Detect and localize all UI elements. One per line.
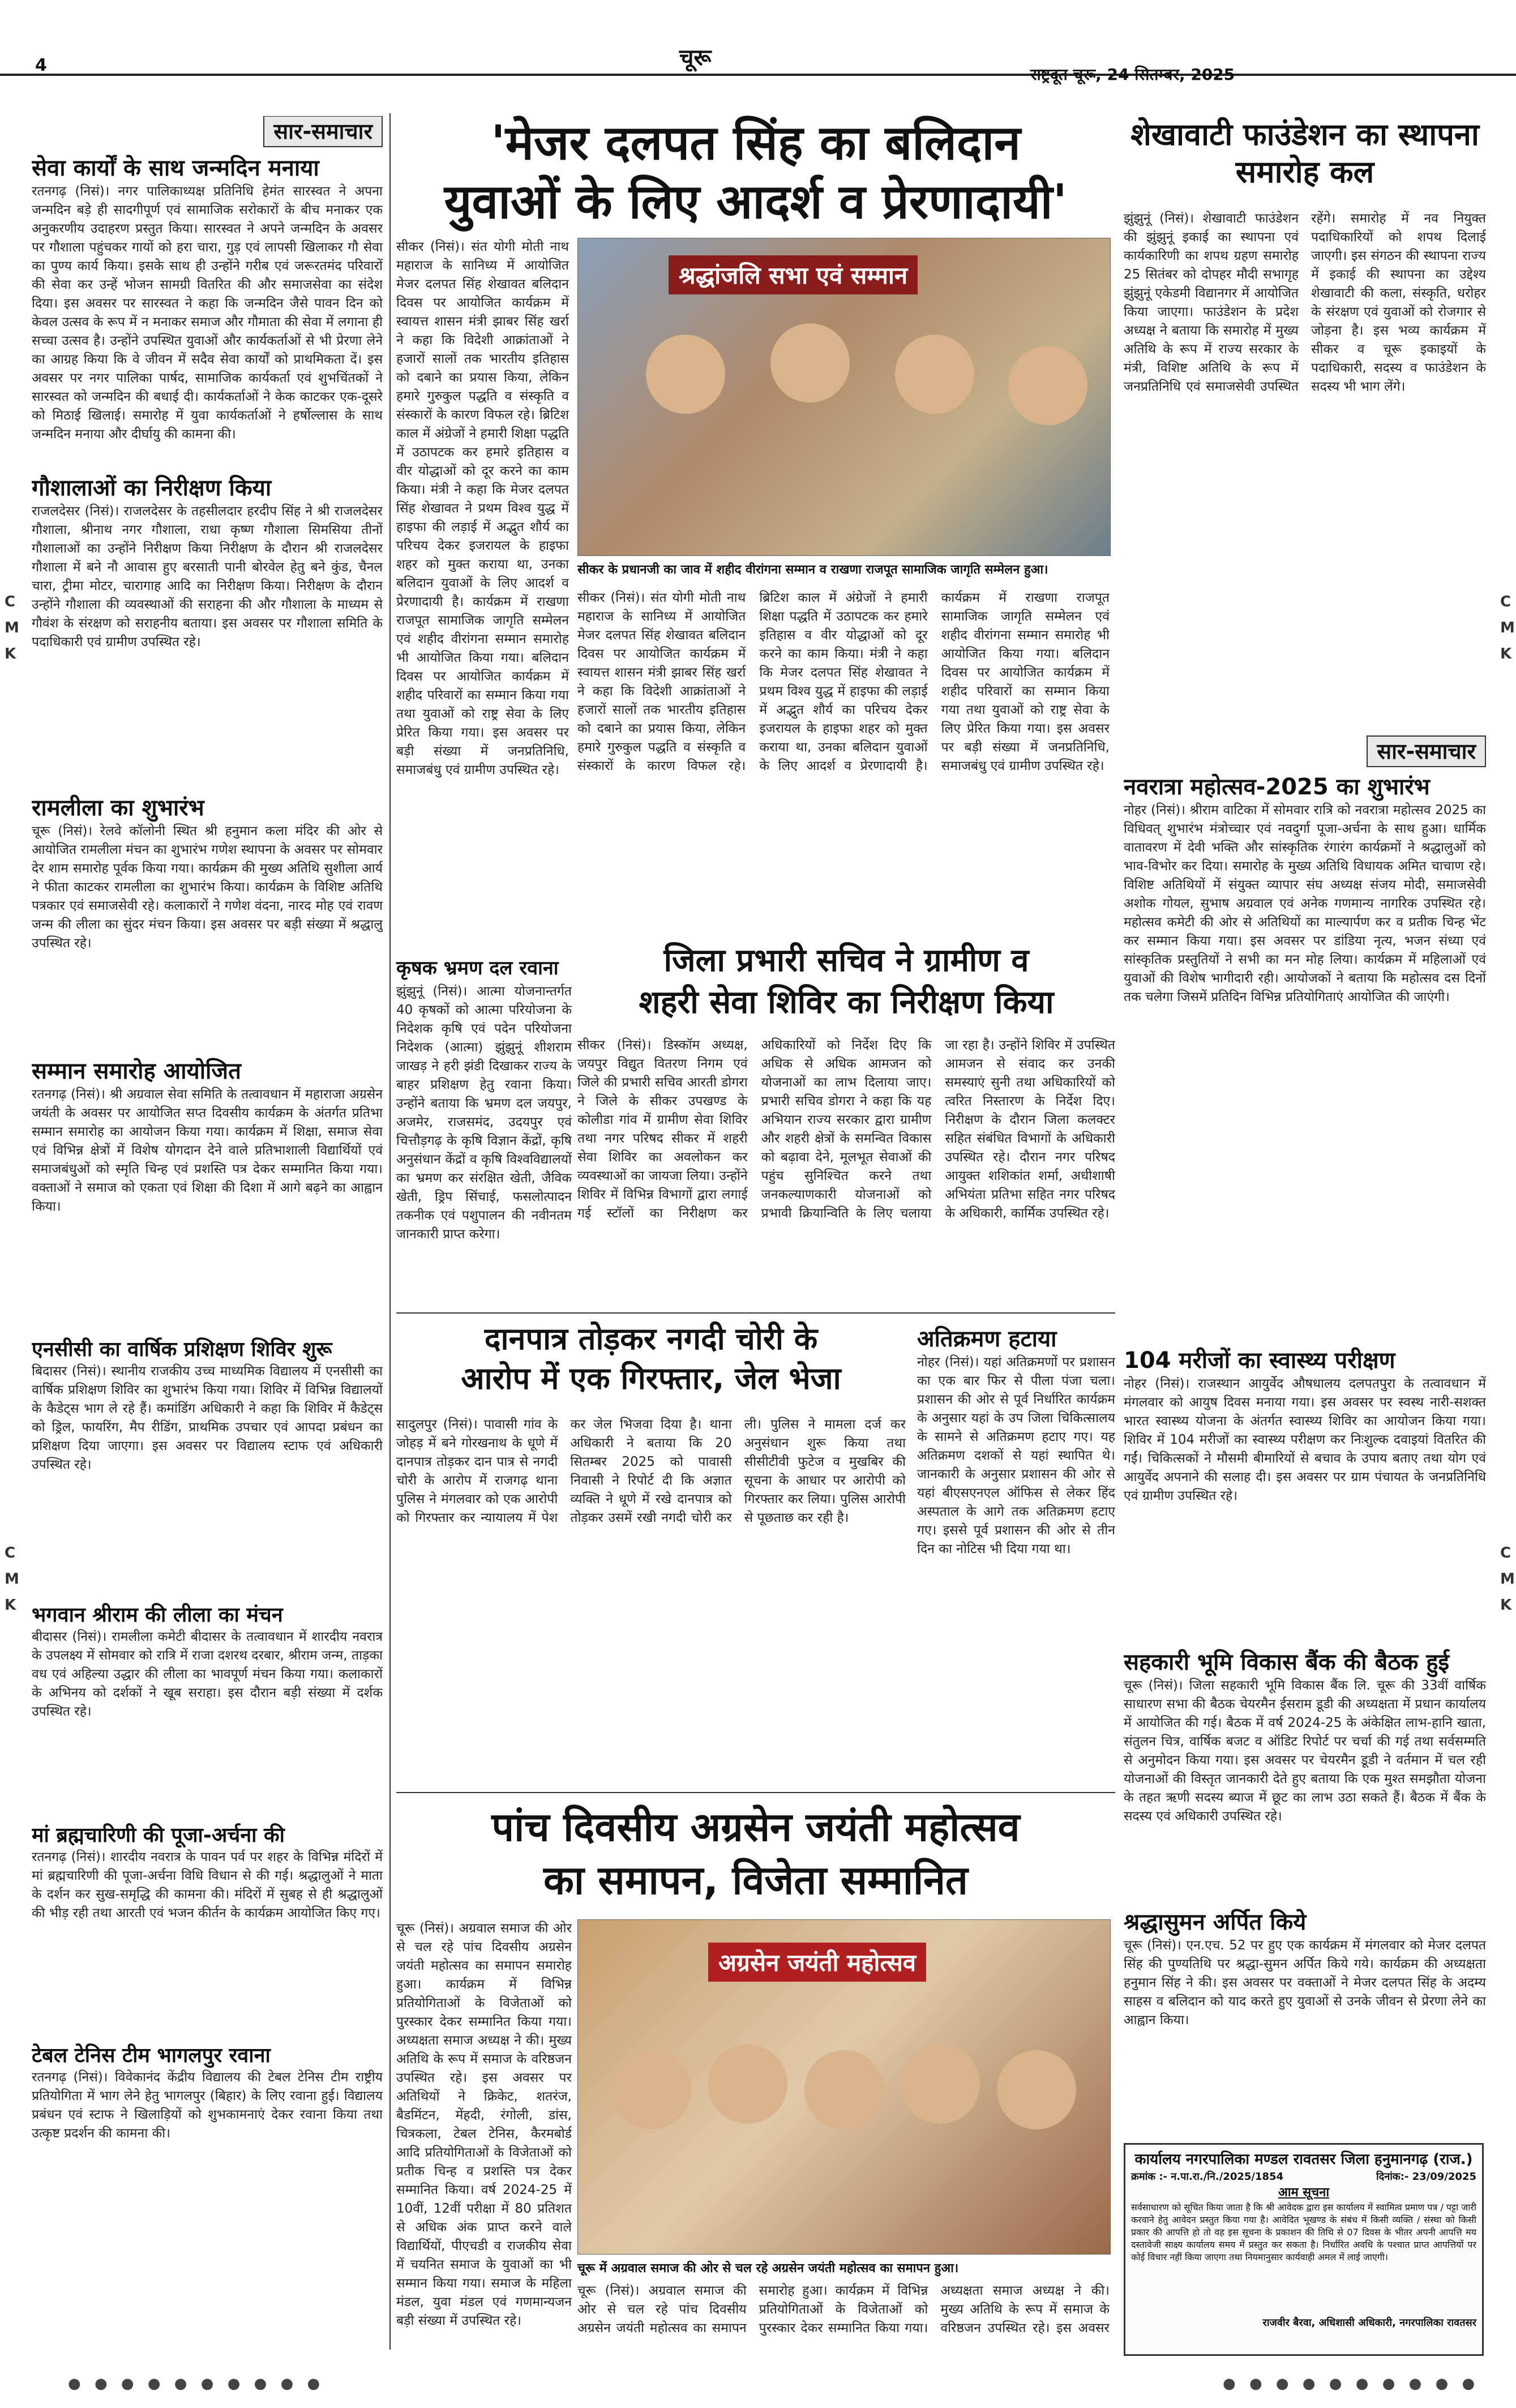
article-body: बीदासर (निसं)। रामलीला कमेटी बीदासर के तत्वावधान में शारदीय नवरात्र के उपलक्ष्य में सोमवार को रात्रि में राजा दशरथ दरबार, श्रीराम जन्म, ताड़का वध एवं अहिल्या उद्धार की लीला का भावपूर्ण मंचन किया गया। कलाकारों के अभिनय को दर्शकों ने खूब सराहा। इस दौरान बड़ी संख्या में दर्शक उपस्थित रहे। — [32, 1629, 383, 1719]
danpatra-headline: दानपात्र तोड़कर नगदी चोरी के आरोप में एक गिरफ्तार, जेल भेजा — [461, 1321, 841, 1396]
edition-city: चूरू — [679, 45, 712, 71]
person-silhouette — [895, 335, 974, 414]
right-column — [1124, 770, 1486, 1900]
section-rule — [396, 1792, 1115, 1793]
cmk-marks-right-bottom: C M K — [1500, 1545, 1515, 1614]
ad-signature: राजवीर बैरवा, अधिशासी अधिकारी, नगरपालिका रावतसर — [1262, 2317, 1476, 2329]
main-photo-caption: सीकर के प्रधानजी का जाव में शहीद वीरांगना सम्मान व राखणा राजपूत सामाजिक जागृति सम्मेलन हुआ। — [577, 563, 1048, 577]
person-silhouette — [770, 323, 850, 403]
ad-notice-title: आम सूचना — [1278, 2185, 1330, 2200]
main-story-body: सीकर (निसं)। संत योगी मोती नाथ महाराज के सानिध्य में आयोजित मेजर दलपत सिंह शेखावत बलिदान दिवस पर आयोजित कार्यक्रम में स्वायत्त शासन मंत्री झाबर सिंह खर्रा ने कहा कि विदेशी आक्रांताओं ने हजारों सालों तक भारतीय इतिहास को दबाने का प्रयास किया, लेकिन हमारे गुरुकुल पद्धति व संस्कृति व संस्कारों के कारण विफल रहे। ब्रिटिश काल में अंग्रेजों ने हमारी शिक्षा पद्धति में उठापटक कर हमारे इतिहास व वीर योद्धाओं को दूर करने का काम किया। मंत्री ने कहा कि मेजर दलपत सिंह शेखावत ने प्रथम विश्व युद्ध में हाइफा की लड़ाई में अद्भुत शौर्य का परिचय देकर इजरायल के हाइफा शहर को मुक्त कराया था, उनका बलिदान युवाओं के लिए आदर्श व प्रेरणादायी है। कार्यक्रम में राखणा राजपूत सामाजिक जागृति सम्मेलन एवं शहीद वीरांगना सम्मान समारोह भी आयोजित किया गया। बलिदान दिवस पर आयोजित कार्यक्रम में शहीद परिवारों का सम्मान किया गया तथा युवाओं को राष्ट्र सेवा के लिए प्रेरित किया गया। इस अवसर पर बड़ी संख्या में जनप्रतिनिधि, समाजबंधु एवं ग्रामीण उपस्थित रहे। — [577, 591, 1110, 773]
atikraman-body: नोहर (निसं)। यहां अतिक्रमणों पर प्रशासन का एक बार फिर से पीला पंजा चला। प्रशासन की ओर से पूर्व निर्धारित कार्यक्रम के अनुसार यहां के उप जिला चिकित्सालय के सामने से अतिक्रमण हटाए गए। यह अतिक्रमण दशकों से यहां स्थापित थे। जानकारी के अनुसार प्रशासन की ओर से यहां बीएसएनएल ऑफिस से लेकर हिंद अस्पताल के आगे तक अतिक्रमण हटाए गए। इससे पूर्व प्रशासन की ओर से तीन दिन का नोटिस भी दिया गया था। — [917, 1355, 1115, 1556]
ad-ref-row — [1125, 2170, 1482, 2183]
article-title: नवरात्रा महोत्सव-2025 का शुभारंभ — [1124, 774, 1430, 800]
article-title: मां ब्रह्मचारिणी की पूजा-अर्चना की — [32, 1824, 285, 1847]
article-body: रतनगढ़ (निसं)। विवेकानंद केंद्रीय विद्यालय की टेबल टेनिस टीम राष्ट्रीय प्रतियोगिता में भाग लेने हेतु भागलपुर (बिहार) के लिए रवाना हुई। विद्यालय प्रबंधन एवं स्टाफ ने खिलाड़ियों को शुभकामनाएं देकर रवाना किया तथा उत्कृष्ट प्रदर्शन की कामना की। — [32, 2070, 383, 2141]
agrasen-photo-caption: चूरू में अग्रवाल समाज की ओर से चल रहे अग्रसेन जयंती महोत्सव का समापन हुआ। — [577, 2261, 959, 2276]
article-body: रतनगढ़ (निसं)। शारदीय नवरात्र के पावन पर्व पर शहर के विभिन्न मंदिरों में मां ब्रह्मचारिणी की पूजा-अर्चना विधि विधान से की गई। श्रद्धालुओं ने माता के दर्शन कर सुख-समृद्धि की कामना की। मंदिरों में सुबह से ही श्रद्धालुओं की भीड़ रही तथा आरती एवं भजन कीर्तन के कार्यक्रम आयोजित किए गए। — [32, 1850, 383, 1921]
article-title: सम्मान समारोह आयोजित — [32, 1058, 241, 1084]
agrasen-headline: पांच दिवसीय अग्रसेन जयंती महोत्सव का समापन, विजेता सम्मानित — [491, 1804, 1020, 1904]
photo-banner: अग्रसेन जयंती महोत्सव — [708, 1943, 926, 1982]
section-label-sar-samachar: सार-समाचार — [1367, 735, 1486, 767]
person-silhouette — [997, 2050, 1076, 2129]
shekhawati-body: झुंझुनूं (निसं)। शेखावाटी फाउंडेशन की झुंझुनूं इकाई का स्थापना एवं कार्यकारिणी का शपथ ग्रहण समारोह 25 सितंबर को दोपहर मौदी सभागृह झुंझुनूं एकेडमी विद्यानगर में आयोजित किया जाएगा। फाउंडेशन के प्रदेश अध्यक्ष ने बताया कि समारोह में मुख्य अतिथि के रूप में राज्य सरकार के मंत्री, विशिष्ट अतिथि के रूप में जनप्रतिनिधि एवं समाजसेवी उपस्थित रहेंगे। समारोह में नव नियुक्त पदाधिकारियों को शपथ दिलाई जाएगी। इस संगठन की स्थापना राज्य में इकाई की स्थापना का उद्देश्य शेखावाटी की कला, संस्कृति, धरोहर के संरक्षण एवं युवाओं को रोजगार से जोड़ना है। इस भव्य कार्यक्रम में सीकर व चूरू इकाइयों के पदाधिकारी, सदस्य व फाउंडेशन के सदस्य भी भाग लेंगे। — [1124, 211, 1486, 394]
column-rule — [389, 113, 391, 2350]
person-silhouette — [708, 2045, 787, 2124]
article-title: 104 मरीजों का स्वास्थ्य परीक्षण — [1124, 1348, 1395, 1374]
main-story-photo — [577, 238, 1111, 556]
article-title: टेबल टेनिस टीम भागलपुर रवाना — [32, 2044, 271, 2067]
page-header — [0, 0, 1516, 76]
article-title: गौशालाओं का निरीक्षण किया — [32, 475, 272, 501]
person-silhouette — [646, 335, 725, 414]
agrasen-body-left: चूरू (निसं)। अग्रवाल समाज की ओर से चल रहे पांच दिवसीय अग्रसेन जयंती महोत्सव का समापन समारोह हुआ। कार्यक्रम में विभिन्न प्रतियोगिताओं के विजेताओं को पुरस्कार देकर सम्मानित किया गया। अध्यक्षता समाज अध्यक्ष ने की। मुख्य अतिथि के रूप में समाज के वरिष्ठजन उपस्थित रहे। इस अवसर पर अतिथियों ने क्रिकेट, शतरंज, बैडमिंटन, मेंहदी, रंगोली, डांस, चित्रकला, टेबल टेनिस, कैरमबोर्ड आदि प्रतियोगिताओं के विजेताओं को प्रतीक चिन्ह व प्रशस्ति पत्र देकर सम्मानित किया। वर्ष 2024-25 में 10वीं, 12वीं परीक्षा में 80 प्रतिशत से अधिक अंक प्राप्त करने वाले विद्यार्थियों, पीएचडी व राजकीय सेवा में चयनित समाज के युवाओं का भी सम्मान किया गया। समाज के महिला मंडल, युवा मंडल एवं गणमान्यजन बड़ी संख्या में उपस्थित रहे। — [396, 1921, 572, 2328]
shekhawati-headline: शेखावाटी फाउंडेशन का स्थापना समारोह कल — [1130, 117, 1479, 190]
article-body: राजलदेसर (निसं)। राजलदेसर के तहसीलदार हरदीप सिंह ने श्री राजलदेसर गौशाला, श्रीनाथ नगर गौशाला, राधा कृष्ण गौशाला सिमसिया तीनों गौशालाओं का उन्होंने निरीक्षण किया निरीक्षण के दौरान श्री राजलदेसर गौशाला में बने नौ आवास हुए बरसाती पानी बोरवेल हेतु बने कुंड, चैनल चारा, ट्रीमा मोटर, चारागाह आदि का निरीक्षण किया। निरीक्षण के दौरान उन्होंने गौशाला की व्यवस्थाओं की सराहना की और गौशाला के माध्यम से गौवंश के संरक्षण को सराहनीय बताया। इस अवसर पर गौशाला समिति के पदाधिकारी एवं ग्रामीण उपस्थित रहे। — [32, 504, 383, 649]
article-body: नोहर (निसं)। राजस्थान आयुर्वेद औषधालय दलपतपुरा के तत्वावधान में मंगलवार को आयुष दिवस मनाया गया। इस अवसर पर स्वस्थ नारी-सशक्त भारत स्वास्थ्य योजना के अंतर्गत स्वास्थ्य शिविर का आयोजन किया गया। शिविर में 104 मरीजों का स्वास्थ्य परीक्षण कर निःशुल्क दवाइयां वितरित की गईं। चिकित्सकों ने मौसमी बीमारियों से बचाव के उपाय बताए तथा योग एवं आयुर्वेद अपनाने की सलाह दी। इस अवसर पर ग्राम पंचायत के जनप्रतिनिधि एवं ग्रामीण उपस्थित रहे। — [1124, 1376, 1486, 1503]
person-silhouette — [901, 2045, 980, 2124]
main-headline: 'मेजर दलपत सिंह का बलिदान युवाओं के लिए आदर्श व प्रेरणादायी' — [444, 115, 1068, 229]
footer-registration-dots: ● ● ● ● ● ● ● ● ● ● — [68, 2375, 325, 2392]
section-label-sar-samachar: सार-समाचार — [263, 116, 383, 147]
article-body: रतनगढ़ (निसं)। नगर पालिकाध्यक्ष प्रतिनिधि हेमंत सारस्वत ने अपना जन्मदिन बड़े ही सादगीपूर्ण एवं सामाजिक सरोकारों के बीच मनाकर एक अनुकरणीय उदाहरण प्रस्तुत किया। सारस्वत ने अपने जन्मदिन के अवसर पर गौशाला पहुंचकर गायों को हरा चारा, गुड़ एवं लापसी खिलाकर गौ सेवा का पुण्य कार्य किया। इसके साथ ही उन्होंने गरीब एवं जरूरतमंद परिवारों की सेवा कर उन्हें भोजन सामग्री वितरित की और समाजसेवा का संदेश दिया। इस अवसर पर सारस्वत ने कहा कि जन्मदिन जैसे पावन दिन को केवल उत्सव के रूप में न मनाकर समाज और गौमाता की सेवा में लगाना ही सच्चा उत्सव है। उन्होंने उपस्थित युवाओं और कार्यकर्ताओं से भी प्रेरणा लेने का आग्रह किया कि वे जीवन में सदैव सेवा कार्यों को प्राथमिकता दें। इस अवसर पर नगर पालिका पार्षद, सामाजिक कार्यकर्ता एवं शुभचिंतकों ने सारस्वत को जन्मदिन की बधाई दी। कार्यकर्ताओं ने केक काटकर एक-दूसरे को मिठाई खिलाई। समारोह में युवा कार्यकर्ताओं ने हर्षोल्लास के साथ जन्मदिन मनाया और दीर्घायु की कामना की। — [32, 184, 383, 442]
article-title: रामलीला का शुभारंभ — [32, 795, 204, 821]
article-body: चूरू (निसं)। जिला सहकारी भूमि विकास बैंक लि. चूरू की 33वीं वार्षिक साधारण सभा की बैठक चेयरमैन ईसराम डूडी की अध्यक्षता में प्रधान कार्यालय में आयोजित की गई। बैठक में वर्ष 2024-25 के अंकेक्षित लाभ-हानि खाता, संतुलन चित्र, वार्षिक बजट व ऑडिट रिपोर्ट पर चर्चा की गई तथा सर्वसम्मति से अनुमोदन किया गया। इस अवसर पर चेयरमैन डूडी ने वर्तमान में चल रही योजनाओं की विस्तृत जानकारी देते हुए बताया कि एक मुश्त समझौता योजना के तहत ऋणी सदस्य ब्याज में छूट का लाभ उठा सकते हैं। बैठक में बैंक के सदस्य एवं अधिकारी उपस्थित रहे। — [1124, 1678, 1486, 1824]
cmk-marks-right-top: C M K — [1500, 593, 1515, 662]
article-body: चूरू (निसं)। एन.एच. 52 पर हुए एक कार्यक्रम में मंगलवार को मेजर दलपत सिंह की पुण्यतिथि पर श्रद्धा-सुमन अर्पित किये गये। कार्यक्रम की अध्यक्षता हनुमान सिंह ने की। इस अवसर पर वक्ताओं ने मेजर दलपत सिंह के अदम्य साहस व बलिदान को याद करते हुए युवाओं से उनके जीवन से प्रेरणा लेने का आह्वान किया। — [1124, 1938, 1486, 2028]
article-body: नोहर (निसं)। श्रीराम वाटिका में सोमवार रात्रि को नवरात्रा महोत्सव 2025 का विधिवत् शुभारंभ मंत्रोच्चार एवं नवदुर्गा पूजा-अर्चना के साथ हुआ। धार्मिक वातावरण में देवी भक्ति और सांस्कृतिक रंगारंग कार्यक्रमों ने श्रद्धालुओं को भाव-विभोर कर दिया। समारोह के मुख्य अतिथि विधायक अमित चाचाण रहे। विशिष्ट अतिथियों में संयुक्त व्यापार संघ अध्यक्ष संजय मोदी, समाजसेवी अशोक गोयल, सुभाष अग्रवाल एवं अनेक गणमान्य नागरिक उपस्थित रहे। महोत्सव कमेटी की ओर से अतिथियों का माल्यार्पण कर व प्रतीक चिन्ह भेंट कर सम्मान किया गया। इस अवसर पर डांडिया नृत्य, भजन संध्या एवं सांस्कृतिक प्रस्तुतियों ने सभी का मन मोह लिया। कार्यक्रम में महिलाओं एवं युवाओं की विशेष भागीदारी रही। आयोजकों ने बताया कि महोत्सव दस दिनों तक चलेगा जिसमें प्रतिदिन विभिन्न प्रतियोगिताएं आयोजित की जाएंगी। — [1124, 803, 1486, 1004]
ad-ref: क्रमांक :- न.पा.रा./नि./2025/1854 — [1131, 2171, 1284, 2183]
ad-body: सर्वसाधारण को सूचित किया जाता है कि श्री आवेदक द्वारा इस कार्यालय में स्वामित्व प्रमाण पत्र / पट्टा जारी करवाने हेतु आवेदन प्रस्तुत किया गया है। आवेदित भूखण्ड के संबंध में किसी व्यक्ति / संस्था को किसी प्रकार की आपत्ति हो तो वह इस सूचना के प्रकाशन की तिथि से 07 दिवस के भीतर अपनी आपत्ति मय दस्तावेजी साक्ष्य कार्यालय समय में प्रस्तुत कर सकता है। निर्धारित अवधि के पश्चात प्राप्त आपत्तियों पर कोई विचार नहीं किया जाएगा तथा नियमानुसार कार्यवाही अमल में लाई जाएगी। — [1131, 2202, 1476, 2262]
article-title: सेवा कार्यों के साथ जन्मदिन मनाया — [32, 155, 319, 181]
article-title: एनसीसी का वार्षिक प्रशिक्षण शिविर शुरू — [32, 1338, 332, 1361]
main-story-body-left: सीकर (निसं)। संत योगी मोती नाथ महाराज के सानिध्य में आयोजित मेजर दलपत सिंह शेखावत बलिदान दिवस पर आयोजित कार्यक्रम में स्वायत्त शासन मंत्री झाबर सिंह खर्रा ने कहा कि विदेशी आक्रांताओं ने हजारों सालों तक भारतीय इतिहास को दबाने का प्रयास किया, लेकिन हमारे गुरुकुल पद्धति व संस्कृति व संस्कारों के कारण विफल रहे। ब्रिटिश काल में अंग्रेजों ने हमारी शिक्षा पद्धति में उठापटक कर हमारे इतिहास व वीर योद्धाओं को दूर करने का काम किया। मंत्री ने कहा कि मेजर दलपत सिंह शेखावत ने प्रथम विश्व युद्ध में हाइफा की लड़ाई में अद्भुत शौर्य का परिचय देकर इजरायल के हाइफा शहर को मुक्त कराया था, उनका बलिदान युवाओं के लिए आदर्श व प्रेरणादायी है। कार्यक्रम में राखणा राजपूत सामाजिक जागृति सम्मेलन एवं शहीद वीरांगना सम्मान समारोह भी आयोजित किया गया। बलिदान दिवस पर आयोजित कार्यक्रम में शहीद परिवारों का सम्मान किया गया तथा युवाओं को राष्ट्र सेवा के लिए प्रेरित किया गया। इस अवसर पर बड़ी संख्या में जनप्रतिनिधि, समाजबंधु एवं ग्रामीण उपस्थित रहे। — [396, 239, 569, 777]
agrasen-photo — [577, 1919, 1111, 2255]
ad-date: दिनांक:- 23/09/2025 — [1376, 2171, 1476, 2183]
atikraman-title: अतिक्रमण हटाया — [917, 1326, 1057, 1352]
photo-banner: श्रद्धांजलि सभा एवं सम्मान — [669, 255, 918, 294]
right-section-label-wrap — [1124, 736, 1486, 765]
public-notice-ad — [1124, 2143, 1484, 2356]
article-title: श्रद्धासुमन अर्पित किये — [1124, 1909, 1307, 1935]
footer-registration-dots: ● ● ● ● ● ● ● ● ● ● — [1223, 2375, 1480, 2392]
person-silhouette — [612, 2050, 691, 2129]
zila-headline: जिला प्रभारी सचिव ने ग्रामीण व शहरी सेवा शिविर का निरीक्षण किया — [639, 942, 1054, 1021]
article-body: बिदासर (निसं)। स्थानीय राजकीय उच्च माध्यमिक विद्यालय में एनसीसी का वार्षिक प्रशिक्षण शिविर का शुभारंभ किया गया। शिविर में विभिन्न विद्यालयों के कैडेट्स भाग ले रहे हैं। कमांडिंग अधिकारी ने कहा कि शिविर में कैडेट्स को ड्रिल, फायरिंग, मैप रीडिंग, प्राथमिक उपचार एवं आपदा प्रबंधन का प्रशिक्षण दिया जाएगा। इस अवसर पर विद्यालय स्टाफ एवं अधिकारी उपस्थित रहे। — [32, 1364, 383, 1472]
section-rule — [396, 1312, 1115, 1314]
article-body: चूरू (निसं)। रेलवे कॉलोनी स्थित श्री हनुमान कला मंदिर की ओर से आयोजित रामलीला मंचन का शुभारंभ गणेश स्थापना के अवसर पर सोमवार देर शाम समारोह पूर्वक किया गया। कार्यक्रम की मुख्य अतिथि सुशीला आर्य ने फीता काटकर रामलीला का शुभारंभ किया। कार्यक्रम के विशिष्ट अतिथि पत्रकार एवं समाजसेवी रहे। कलाकारों ने गणेश वंदना, नारद मोह एवं रावण जन्म की लीला का सुंदर मंचन किया। इस अवसर पर बड़ी संख्या में श्रद्धालु उपस्थित रहे। — [32, 824, 383, 951]
krishak-body: झुंझुनूं (निसं)। आत्मा योजनान्तर्गत 40 कृषकों को आत्मा परियोजना के निदेशक कृषि एवं पदेन परियोजना निदेशक (आत्मा) झुंझुनूं शीशराम जाखड़ ने हरी झंडी दिखाकर राज्य के बाहर प्रशिक्षण हेतु रवाना किया। उन्होंने बताया कि भ्रमण दल जयपुर, अजमेर, राजसमंद, उदयपुर एवं चित्तौड़गढ़ के कृषि विज्ञान केंद्रों, कृषि अनुसंधान केंद्रों व कृषि विश्वविद्यालयों का भ्रमण कर संरक्षित खेती, जैविक खेती, ड्रिप सिंचाई, फसलोत्पादन तकनीक एवं पशुपालन की नवीनतम जानकारी प्राप्त करेगा। — [396, 984, 572, 1242]
left-column — [32, 116, 383, 2350]
person-silhouette — [804, 2050, 884, 2129]
zila-body: सीकर (निसं)। डिस्कॉम अध्यक्ष, जयपुर विद्युत वितरण निगम एवं जिले की प्रभारी सचिव आरती डोगरा ने जिले के सीकर उपखण्ड के कोलीडा गांव में ग्रामीण सेवा शिविर तथा नगर परिषद सीकर में शहरी सेवा शिविर का अवलोकन कर व्यवस्थाओं का जायजा लिया। उन्होंने शिविर में विभिन्न विभागों द्वारा लगाई गई स्टॉलों का निरीक्षण कर अधिकारियों को निर्देश दिए कि अधिक से अधिक आमजन को योजनाओं का लाभ दिलाया जाए। प्रभारी सचिव डोगरा ने कहा कि यह अभियान राज्य सरकार द्वारा ग्रामीण और शहरी क्षेत्रों के समन्वित विकास को बढ़ावा देने, मूलभूत सेवाओं की पहुंच सुनिश्चित करने तथा जनकल्याणकारी योजनाओं को प्रभावी क्रियान्विति के लिए चलाया जा रहा है। उन्होंने शिविर में उपस्थित आमजन से संवाद कर उनकी समस्याएं सुनी तथा अधिकारियों को त्वरित निस्तारण के निर्देश दिए। निरीक्षण के दौरान जिला कलक्टर सहित संबंधित विभागों के अधिकारी उपस्थित रहे। दौरान नगर परिषद आयुक्त शशिकांत शर्मा, अधीशाषी अभियंता प्रतिभा सहित नगर परिषद के अधिकारी, कार्मिक उपस्थित रहे। — [577, 1038, 1115, 1221]
paper-date: राष्ट्रदूत चूरू, 24 सितम्बर, 2025 — [1030, 65, 1235, 84]
agrasen-body: चूरू (निसं)। अग्रवाल समाज की ओर से चल रहे पांच दिवसीय अग्रसेन जयंती महोत्सव का समापन समारोह हुआ। कार्यक्रम में विभिन्न प्रतियोगिताओं के विजेताओं को पुरस्कार देकर सम्मानित किया गया। अध्यक्षता समाज अध्यक्ष ने की। मुख्य अतिथि के रूप में समाज के वरिष्ठजन उपस्थित रहे। इस अवसर — [577, 2283, 1110, 2336]
danpatra-body: सादुलपुर (निसं)। पावासी गांव के जोहड़ में बने गोरखनाथ के धूणे में दानपात्र तोड़कर दान पात्र से नगदी चोरी के आरोप में राजगढ़ थाना पुलिस ने मंगलवार को एक आरोपी को गिरफ्तार कर न्यायालय में पेश कर जेल भिजवा दिया है। थाना अधिकारी ने बताया कि 20 सितम्बर 2025 को पावासी निवासी ने रिपोर्ट दी कि अज्ञात व्यक्ति ने धूणे में रखे दानपात्र को तोड़कर उसमें रखी नगदी चोरी कर ली। पुलिस ने मामला दर्ज कर अनुसंधान शुरू किया तथा सीसीटीवी फुटेज व मुखबिर की सूचना के आधार पर आरोपी को गिरफ्तार कर लिया। पुलिस आरोपी से पूछताछ कर रही है। — [396, 1417, 906, 1525]
cmk-marks-left-top: C M K — [5, 593, 19, 662]
cmk-marks-left-bottom: C M K — [5, 1545, 19, 1614]
page-number: 4 — [35, 55, 47, 75]
person-silhouette — [1008, 346, 1087, 425]
ad-title: कार्यालय नगरपालिका मण्डल रावतसर जिला हनुमानगढ़ (राज.) — [1134, 2151, 1473, 2168]
article-body: रतनगढ़ (निसं)। श्री अग्रवाल सेवा समिति के तत्वावधान में महाराजा अग्रसेन जयंती के अवसर पर आयोजित सप्त दिवसीय कार्यक्रम के अंतर्गत प्रतिभा सम्मान समारोह का आयोजन किया गया। कार्यक्रम में शिक्षा, समाज सेवा एवं विभिन्न क्षेत्रों में विशेष योगदान देने वाले प्रतिभाशाली विद्यार्थियों एवं समाजबंधुओं को स्मृति चिन्ह एवं प्रशस्ति पत्र देकर सम्मानित किया गया। वक्ताओं ने समाज को एकता एवं शिक्षा की दिशा में आगे बढ़ने का आह्वान किया। — [32, 1087, 383, 1214]
article-title: भगवान श्रीराम की लीला का मंचन — [32, 1603, 283, 1627]
krishak-title: कृषक भ्रमण दल रवाना — [396, 957, 559, 980]
article-title: सहकारी भूमि विकास बैंक की बैठक हुई — [1124, 1649, 1450, 1675]
